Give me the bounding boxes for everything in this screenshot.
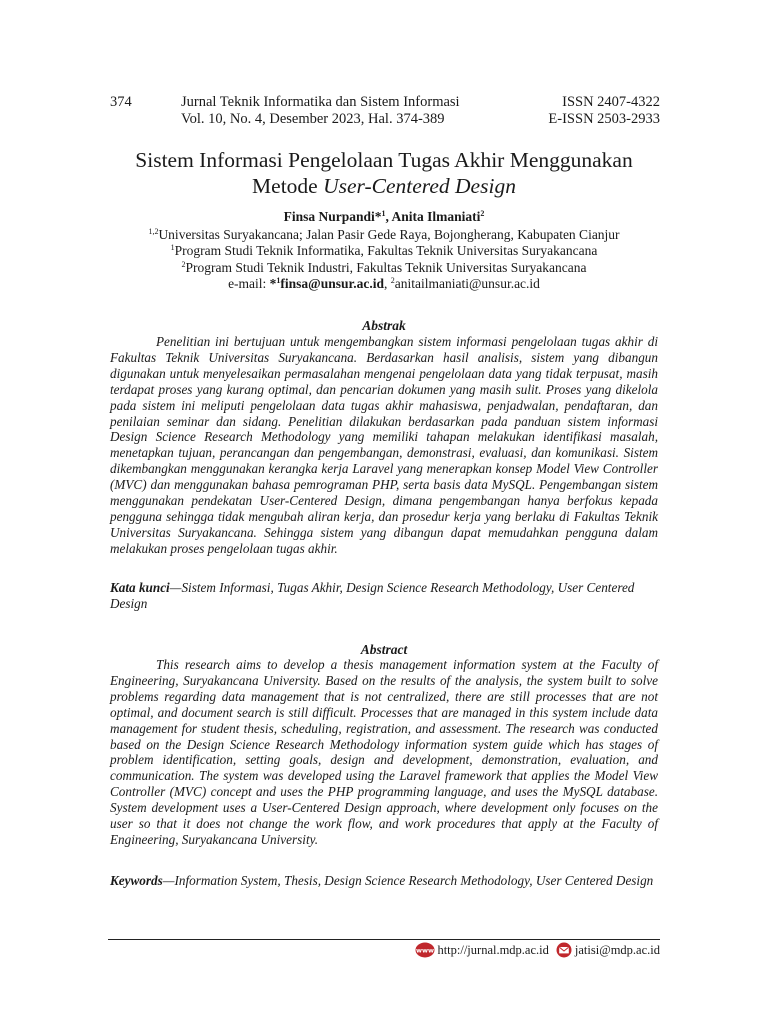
mail-icon xyxy=(555,942,573,958)
footer xyxy=(415,941,660,959)
journal-name: Jurnal Teknik Informatika dan Sistem Informasi xyxy=(181,94,460,110)
kata-kunci-text: —Sistem Informasi, Tugas Akhir, Design Science Research Methodology, User Centered Design xyxy=(110,580,635,611)
author-2: Anita Ilmaniati xyxy=(391,209,481,224)
author-names xyxy=(80,209,688,226)
affiliation-3-sup: 2 xyxy=(181,259,186,269)
affiliation-2-sup: 1 xyxy=(170,243,175,252)
journal-info xyxy=(181,94,460,128)
title-line-2-prefix: Metode xyxy=(252,174,324,198)
page-number-text: 374 xyxy=(110,94,132,110)
issn: ISSN 2407-4322 xyxy=(562,94,660,110)
web-icon-text: www xyxy=(416,946,435,955)
affiliation-1-sup: 1,2 xyxy=(148,226,159,236)
title-line-2 xyxy=(80,173,688,199)
affiliation-3-text: Program Studi Teknik Industri, Fakultas Teknik Universitas Suryakancana xyxy=(185,259,587,275)
authors-block xyxy=(80,209,688,293)
email-2-sup: 2 xyxy=(390,276,395,285)
keywords-label: Keywords xyxy=(110,873,163,888)
kata-kunci-label: Kata kunci xyxy=(110,580,170,595)
email-2[interactable]: anitailmaniati@unsur.ac.id xyxy=(394,276,540,291)
email-1-wrap xyxy=(270,276,384,291)
abstrak-body: Penelitian ini bertujuan untuk mengembangkan sistem informasi pengelolaan tugas akhir di Fakultas Teknik Universitas Suryakancana. Berdasarkan hasil analisis, sistem yang dibangun digunakan untuk menyelesaikan permasalahan mengenai pengelolaan data yang tidak terpusat, masih terdapat proses yang kurang optimal, dan pencarian dokumen yang masih sulit. Proses yang dikelola pada sistem ini meliputi pengelolaan data tugas akhir mahasiswa, penjadwalan, pendaftaran, dan penilaian seminar dan sidang. Penelitian dilakukan berdasarkan pada panduan sistem informasi Design Science Research Methodology yang memiliki tahapan melakukan identifikasi masalah, menetapkan tujuan, perancangan dan pengembangan, demonstrasi, evaluasi, dan komunikasi. Sistem dikembangkan menggunakan kerangka kerja Laravel yang menerapkan konsep Model View Controller (MVC) dan menggunakan bahasa pemrograman PHP, serta basis data MySQL. Pengembangan sistem menggunakan pendekatan User-Centered Design, dimana pengembangan hanya berfokus kepada pengguna sehingga tidak mengubah aliran kerja, dan prosedur kerja yang berlaku di Fakultas Teknik Universitas Suryakancana. Sehingga sistem yang dibangun dapat memudahkan pengguna dalam melakukan proses pengelolaan tugas akhir. xyxy=(110,334,658,556)
abstrak-heading: Abstrak xyxy=(362,318,406,333)
abstract-heading: Abstract xyxy=(360,642,408,657)
footer-email-item[interactable] xyxy=(555,941,660,959)
affiliation-3 xyxy=(80,260,688,277)
footer-url-item[interactable] xyxy=(415,941,548,959)
affiliation-2-text: Program Studi Teknik Informatika, Fakultas Teknik Universitas Suryakancana xyxy=(174,243,598,258)
issn-block xyxy=(548,94,660,128)
email-separator: , xyxy=(384,276,391,291)
page-number xyxy=(110,94,132,111)
title-line-2-italic: User-Centered Design xyxy=(323,174,516,198)
globe-web-icon xyxy=(415,942,435,958)
email-1[interactable]: finsa@unsur.ac.id xyxy=(280,276,385,291)
title-line-1: Sistem Informasi Pengelolaan Tugas Akhir Menggunakan xyxy=(135,148,633,172)
email-line xyxy=(80,276,688,293)
affiliation-1 xyxy=(80,227,688,244)
email-1-sup: 1 xyxy=(276,276,281,285)
kata-kunci xyxy=(110,580,658,612)
eissn: E-ISSN 2503-2933 xyxy=(548,111,660,127)
keywords xyxy=(110,873,658,889)
footer-email[interactable]: jatisi@mdp.ac.id xyxy=(574,943,660,957)
author-1: Finsa Nurpandi* xyxy=(283,209,382,224)
affiliation-2 xyxy=(80,243,688,260)
author-separator: , xyxy=(385,209,392,224)
email-label: e-mail: xyxy=(228,276,270,291)
journal-volume: Vol. 10, No. 4, Desember 2023, Hal. 374-389 xyxy=(181,111,445,127)
keywords-text: —Information System, Thesis, Design Science Research Methodology, User Centered Design xyxy=(162,873,654,888)
email-1-prefix: * xyxy=(269,276,277,291)
paper-title xyxy=(80,147,688,199)
abstract-body: This research aims to develop a thesis management information system at the Faculty of Engineering, Suryakancana University. Based on the results of the analysis, the system built to solve problems regarding data management that is not centralized, there are still processes that are not optimal, and document search is still difficult. Processes that are managed in this system include data management for student thesis, scheduling, registration, and assessment. The research was conducted based on the Design Science Research Methodology information system guide which has stages of problem identification, setting goals, design and development, demonstration, evaluation, and communication. The system was developed using the Laravel framework that applies the Model View Controller (MVC) concept and uses the PHP programming language, and uses the MySQL database. System development uses a User-Centered Design approach, where development only focuses on the user so that it does not change the work flow, and work procedures that apply at the Faculty of Engineering, Suryakancana University. xyxy=(110,657,658,847)
author-1-sup: 1 xyxy=(381,209,386,218)
affiliation-1-text: Universitas Suryakancana; Jalan Pasir Gede Raya, Bojongherang, Kabupaten Cianjur xyxy=(158,226,620,242)
author-2-sup: 2 xyxy=(480,209,485,218)
footer-rule xyxy=(108,939,660,940)
footer-url[interactable]: http://jurnal.mdp.ac.id xyxy=(437,943,549,957)
